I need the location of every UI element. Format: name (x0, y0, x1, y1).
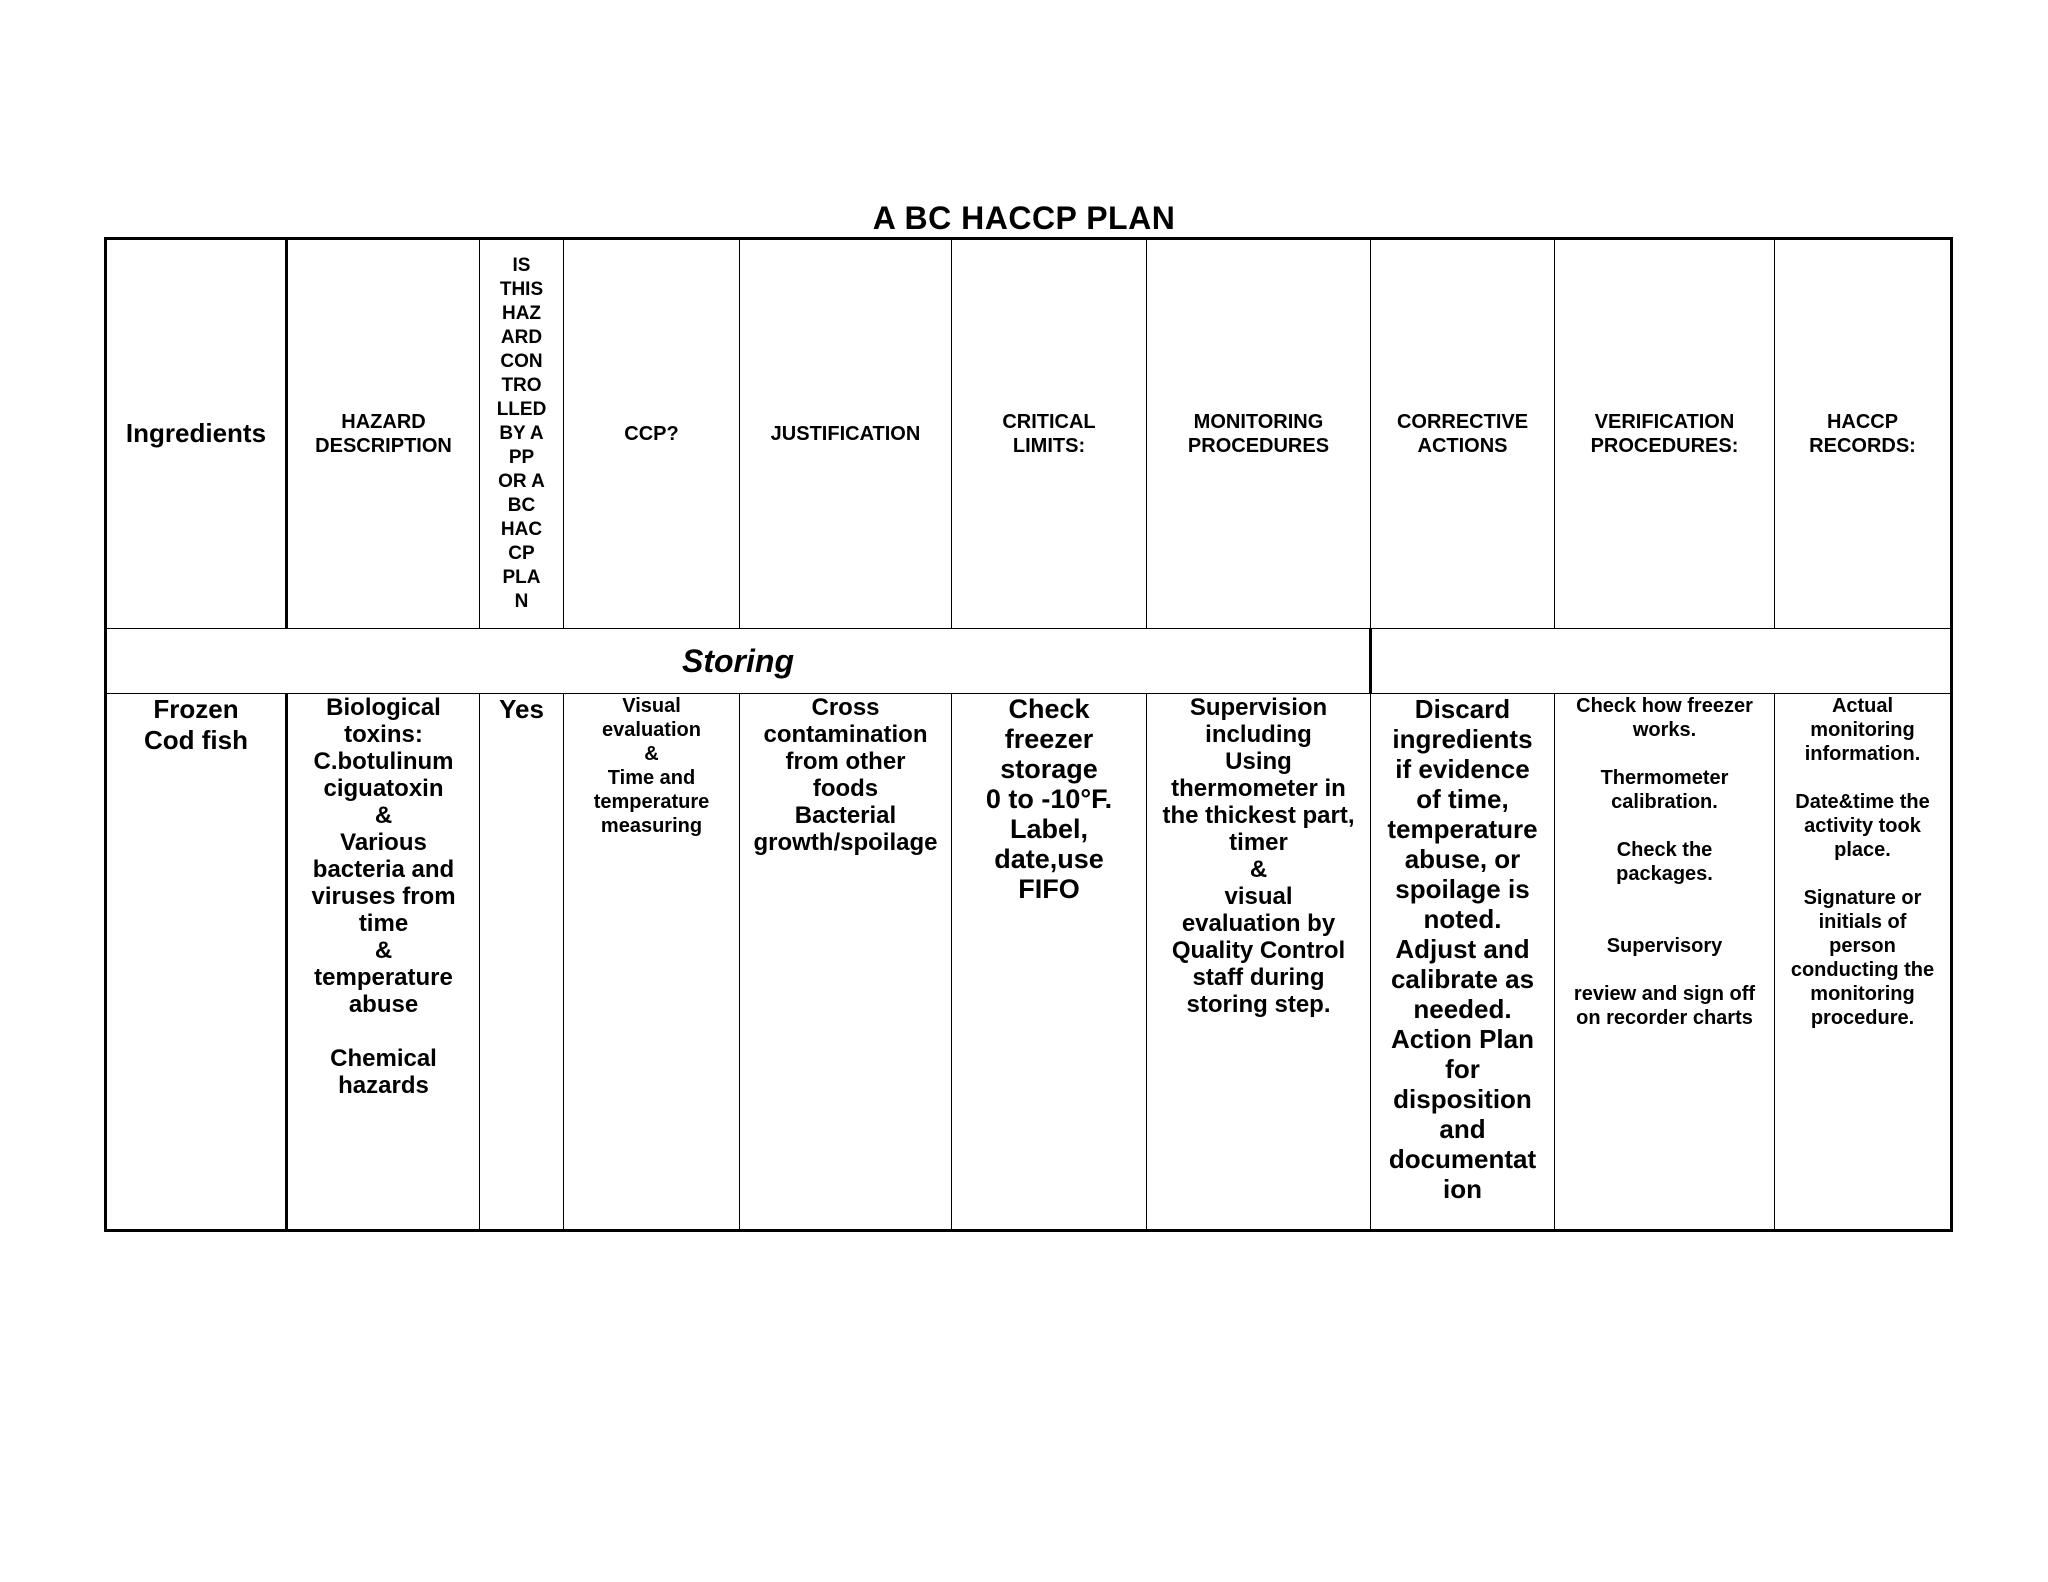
cell-verification-procedures: Check how freezer works. Thermometer calibration. Check the packages. Supervisory review and sign off on recorder charts (1555, 694, 1775, 1231)
header-critical-limits: CRITICAL LIMITS: (952, 239, 1147, 629)
header-haccp-records: HACCP RECORDS: (1775, 239, 1952, 629)
table-row (106, 694, 1952, 1231)
haccp-plan-table (104, 237, 1953, 1232)
cell-hazard-description: Biological toxins: C.botulinum ciguatoxin & Various bacteria and viruses from time & temperature abuse Chemical hazards (287, 694, 480, 1231)
header-hazard-description: HAZARD DESCRIPTION (287, 239, 480, 629)
cell-haccp-records: Actual monitoring information. Date&time the activity took place. Signature or initials of person conducting the monitoring procedure. (1775, 694, 1952, 1231)
header-verification-procedures: VERIFICATION PROCEDURES: (1555, 239, 1775, 629)
header-corrective-actions: CORRECTIVE ACTIONS (1371, 239, 1555, 629)
header-justification: JUSTIFICATION (740, 239, 952, 629)
cell-monitoring-procedures: Supervision including Using thermometer in the thickest part, timer & visual evaluation by Quality Control staff during storing step. (1147, 694, 1371, 1231)
header-ccp: CCP? (564, 239, 740, 629)
header-controlled-by: IS THIS HAZ ARD CON TRO LLED BY A PP OR A BC HAC CP PLA N (480, 239, 564, 629)
cell-corrective-actions: Discard ingredients if evidence of time, temperature abuse, or spoilage is noted. Adjust and calibrate as needed. Action Plan for disposition and documentat ion (1371, 694, 1555, 1231)
header-monitoring-procedures: MONITORING PROCEDURES (1147, 239, 1371, 629)
stage-label: Storing (106, 629, 1371, 694)
cell-justification: Cross contamination from other foods Bacterial growth/spoilage (740, 694, 952, 1231)
stage-empty-cell (1371, 629, 1952, 694)
header-row (106, 239, 1952, 629)
stage-row (106, 629, 1952, 694)
page-title: A BC HACCP PLAN (872, 200, 1176, 236)
cell-ccp: Visual evaluation & Time and temperature measuring (564, 694, 740, 1231)
header-ingredients: Ingredients (106, 239, 287, 629)
cell-critical-limits: Check freezer storage 0 to -10°F. Label, date,use FIFO (952, 694, 1147, 1231)
cell-ingredients: Frozen Cod fish (106, 694, 287, 1231)
cell-controlled-by: Yes (480, 694, 564, 1231)
